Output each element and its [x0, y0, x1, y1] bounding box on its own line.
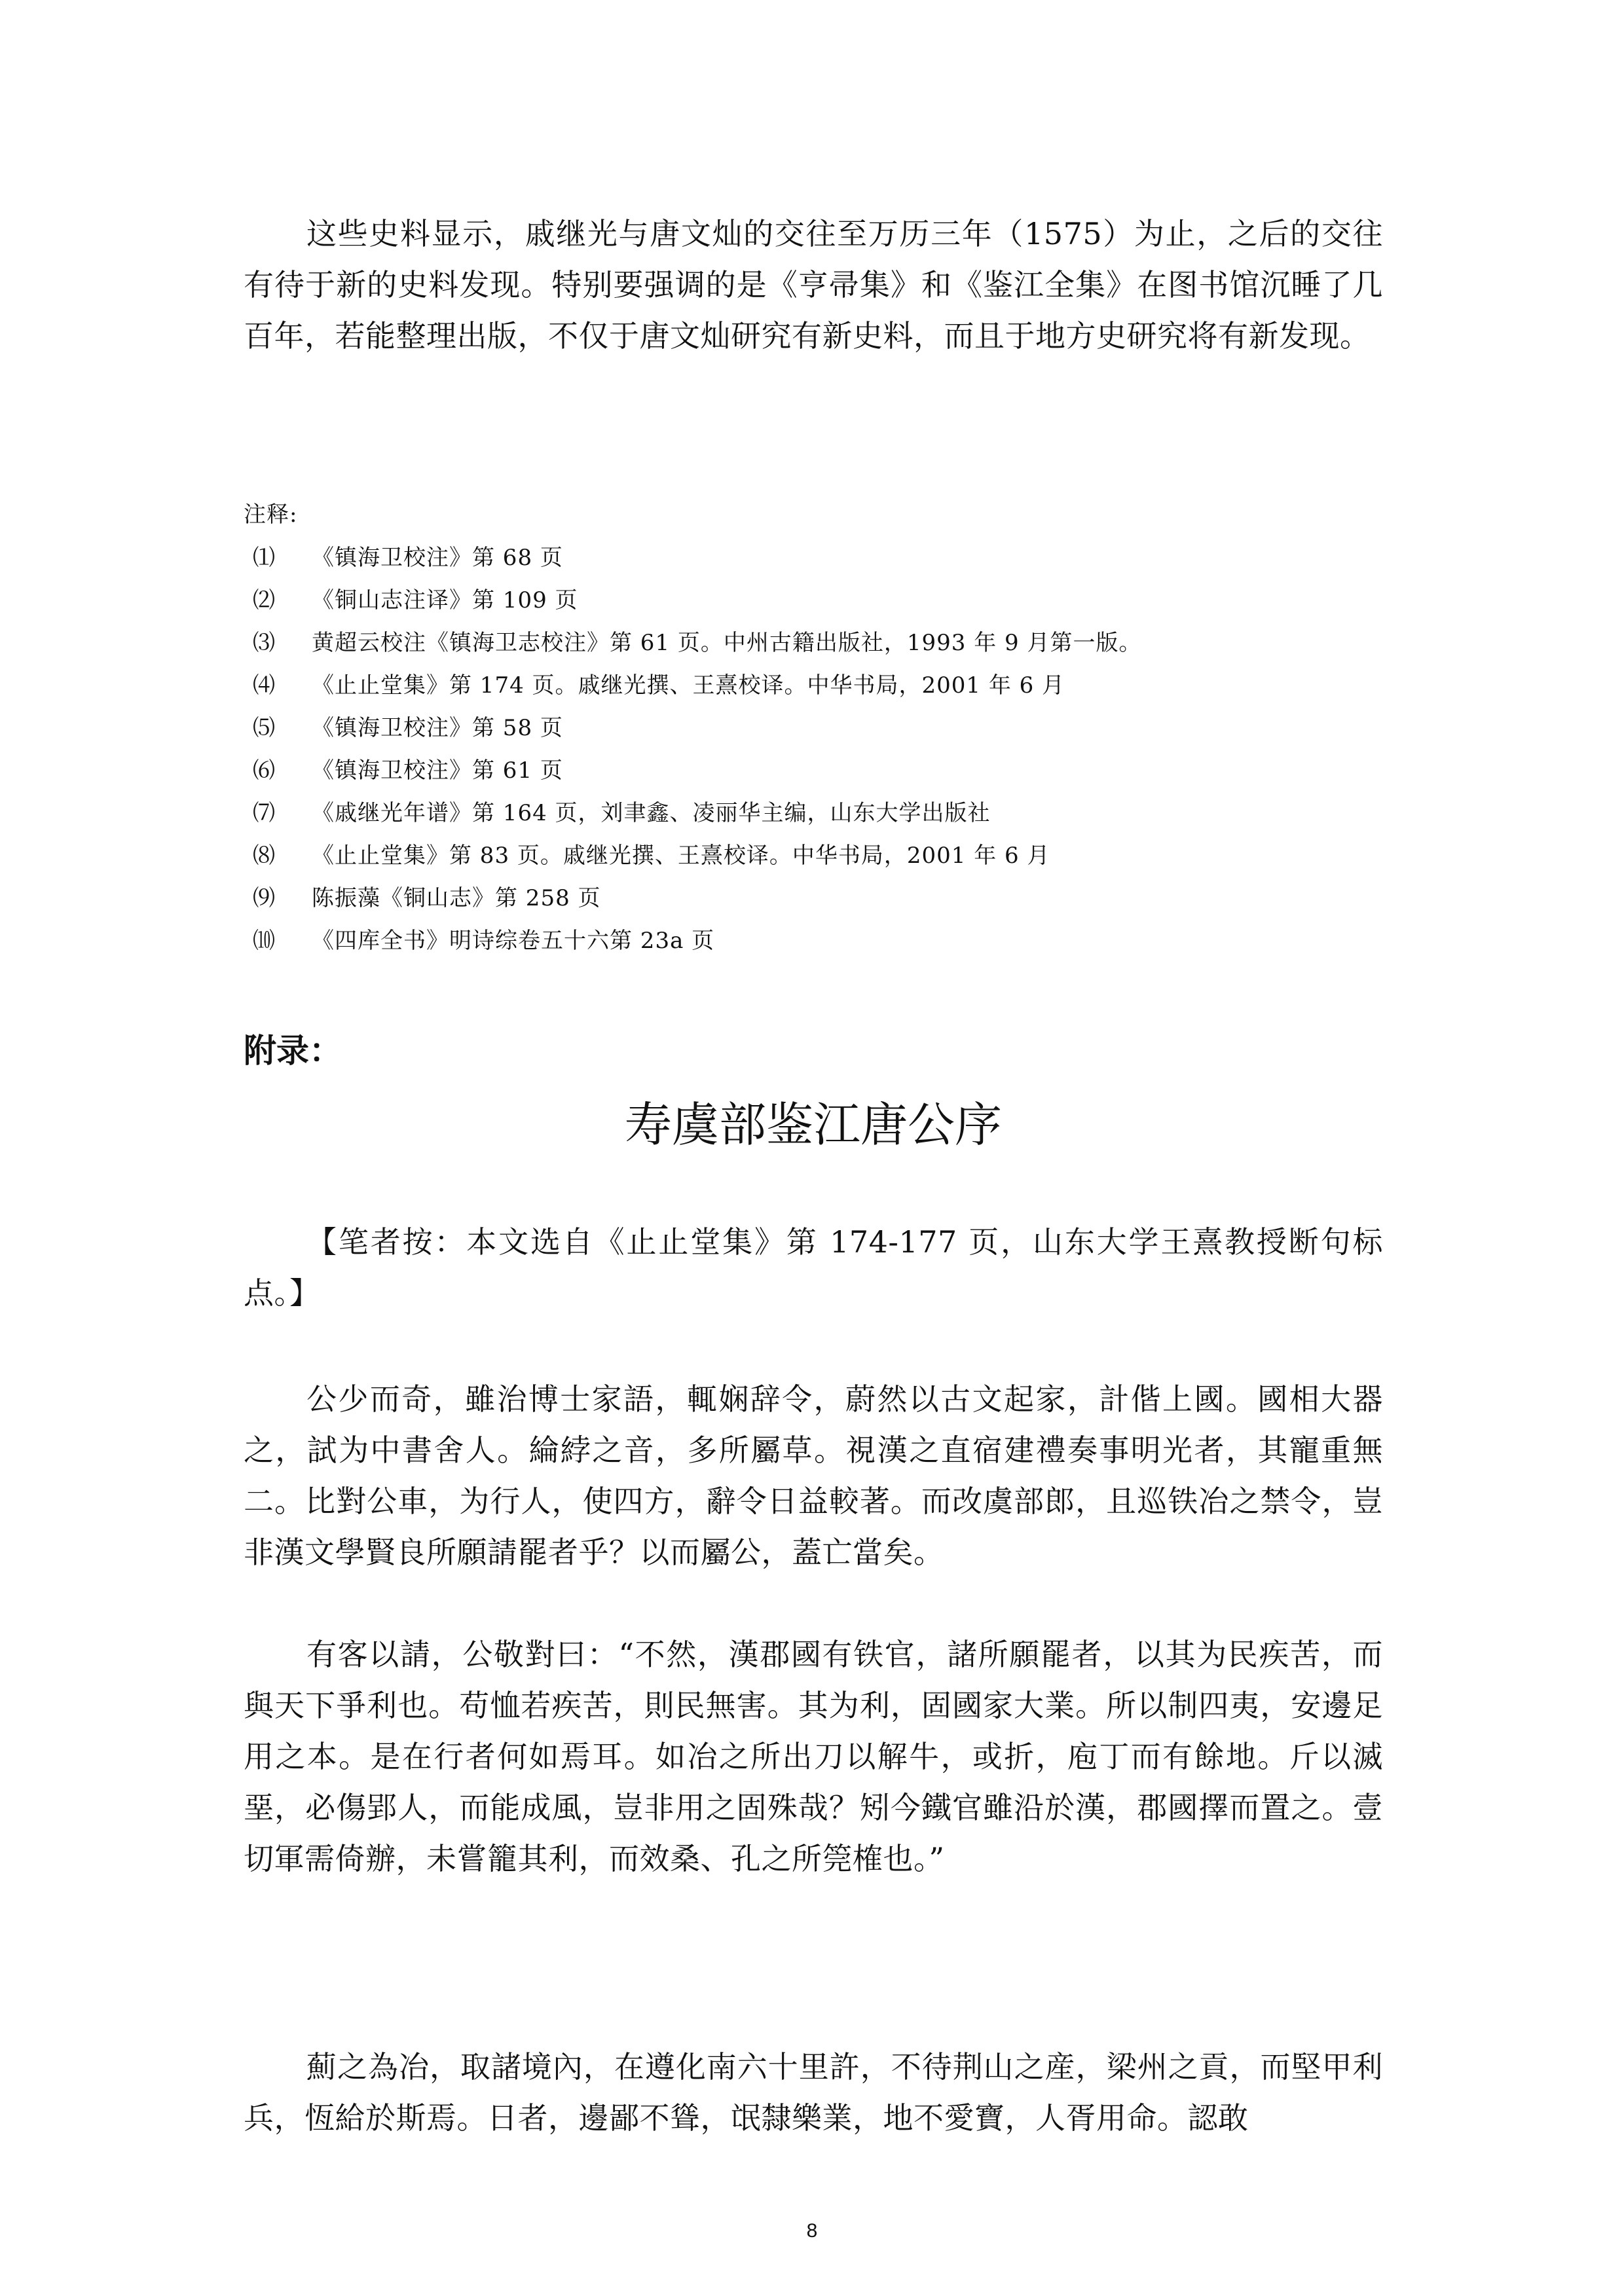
appendix-label: 附录：	[244, 1032, 342, 1070]
note-item	[244, 579, 1383, 622]
note-list	[244, 537, 1383, 962]
note-item	[244, 877, 1383, 920]
note-number: ⑶	[253, 630, 276, 656]
note-number: ⑼	[253, 885, 276, 911]
note-number: ⑴	[253, 545, 276, 571]
note-number: ⑷	[253, 672, 276, 699]
notes-section	[244, 498, 1383, 962]
author-note: 【笔者按：本文选自《止止堂集》第 174-177 页，山东大学王熹教授断句标点。】	[244, 1224, 1383, 1311]
note-number: ⑹	[253, 757, 276, 784]
note-text: 《镇海卫校注》第 68 页	[312, 545, 563, 571]
note-number: ⑵	[253, 587, 276, 613]
note-item	[244, 707, 1383, 750]
note-text: 《镇海卫校注》第 61 页	[312, 757, 563, 784]
note-item	[244, 792, 1383, 835]
note-number: ⑺	[253, 800, 276, 826]
note-number: ⑻	[253, 843, 276, 869]
body-paragraph: 薊之為冶，取諸境內，在遵化南六十里許，不待荆山之産，梁州之貢，而堅甲利兵，恆給於斯焉。日者，邊鄙不聳，氓隸樂業，地不愛寶，人胥用命。認敢	[244, 2049, 1383, 2136]
note-text: 《止止堂集》第 83 页。戚继光撰、王熹校译。中华书局，2001 年 6 月	[312, 843, 1050, 869]
note-text: 《镇海卫校注》第 58 页	[312, 715, 563, 741]
note-item	[244, 750, 1383, 792]
note-item	[244, 622, 1383, 665]
note-item	[244, 920, 1383, 962]
appendix-title: 寿虞部鉴江唐公序	[624, 1097, 1002, 1152]
note-item	[244, 537, 1383, 579]
intro-paragraph: 这些史料显示，戚继光与唐文灿的交往至万历三年（1575）为止，之后的交往有待于新的史料发现。特别要强调的是《亨帚集》和《鉴江全集》在图书馆沉睡了几百年，若能整理出版，不仅于唐文灿研究有新史料，而且于地方史研究将有新发现。	[244, 216, 1383, 354]
body-paragraph: 公少而奇，雖治博士家語，輒娴辞令，蔚然以古文起家，計偕上國。國相大器之，試为中書舍人。綸綍之音，多所屬草。視漢之直宿建禮奏事明光者，其寵重無二。比對公車，为行人，使四方，辭令日益較著。而改虞部郎，且巡铁冶之禁令，豈非漢文學賢良所願請罷者乎？以而屬公，蓋亡當矣。	[244, 1381, 1383, 1570]
page-number: 8	[806, 2220, 818, 2242]
body-paragraph: 有客以請，公敬對曰：“不然，漢郡國有铁官，諸所願罷者，以其为民疾苦，而與天下爭利也。苟恤若疾苦，則民無害。其为利，固國家大業。所以制四夷，安邊足用之本。是在行者何如焉耳。如冶之所出刀以解牛，或折，庖丁而有餘地。斤以滅堊，必傷郢人，而能成風，豈非用之固殊哉？矧今鐵官雖沿於漢，郡國擇而置之。壹切軍需倚辦，未嘗籠其利，而效桑、孔之所筦榷也。”	[244, 1637, 1383, 1876]
note-item	[244, 665, 1383, 707]
note-text: 黄超云校注《镇海卫志校注》第 61 页。中州古籍出版社，1993 年 9 月第一版。	[312, 630, 1142, 656]
note-text: 陈振藻《铜山志》第 258 页	[312, 885, 601, 911]
note-text: 《铜山志注译》第 109 页	[312, 587, 578, 613]
note-number: ⑸	[253, 715, 276, 741]
note-item	[244, 835, 1383, 877]
notes-heading: 注释:	[244, 501, 298, 528]
note-text: 《四库全书》明诗综卷五十六第 23a 页	[312, 928, 715, 954]
note-text: 《止止堂集》第 174 页。戚继光撰、王熹校译。中华书局，2001 年 6 月	[312, 672, 1065, 699]
note-number: ⑽	[253, 928, 276, 954]
note-text: 《戚继光年谱》第 164 页，刘聿鑫、凌丽华主编，山东大学出版社	[312, 800, 991, 826]
